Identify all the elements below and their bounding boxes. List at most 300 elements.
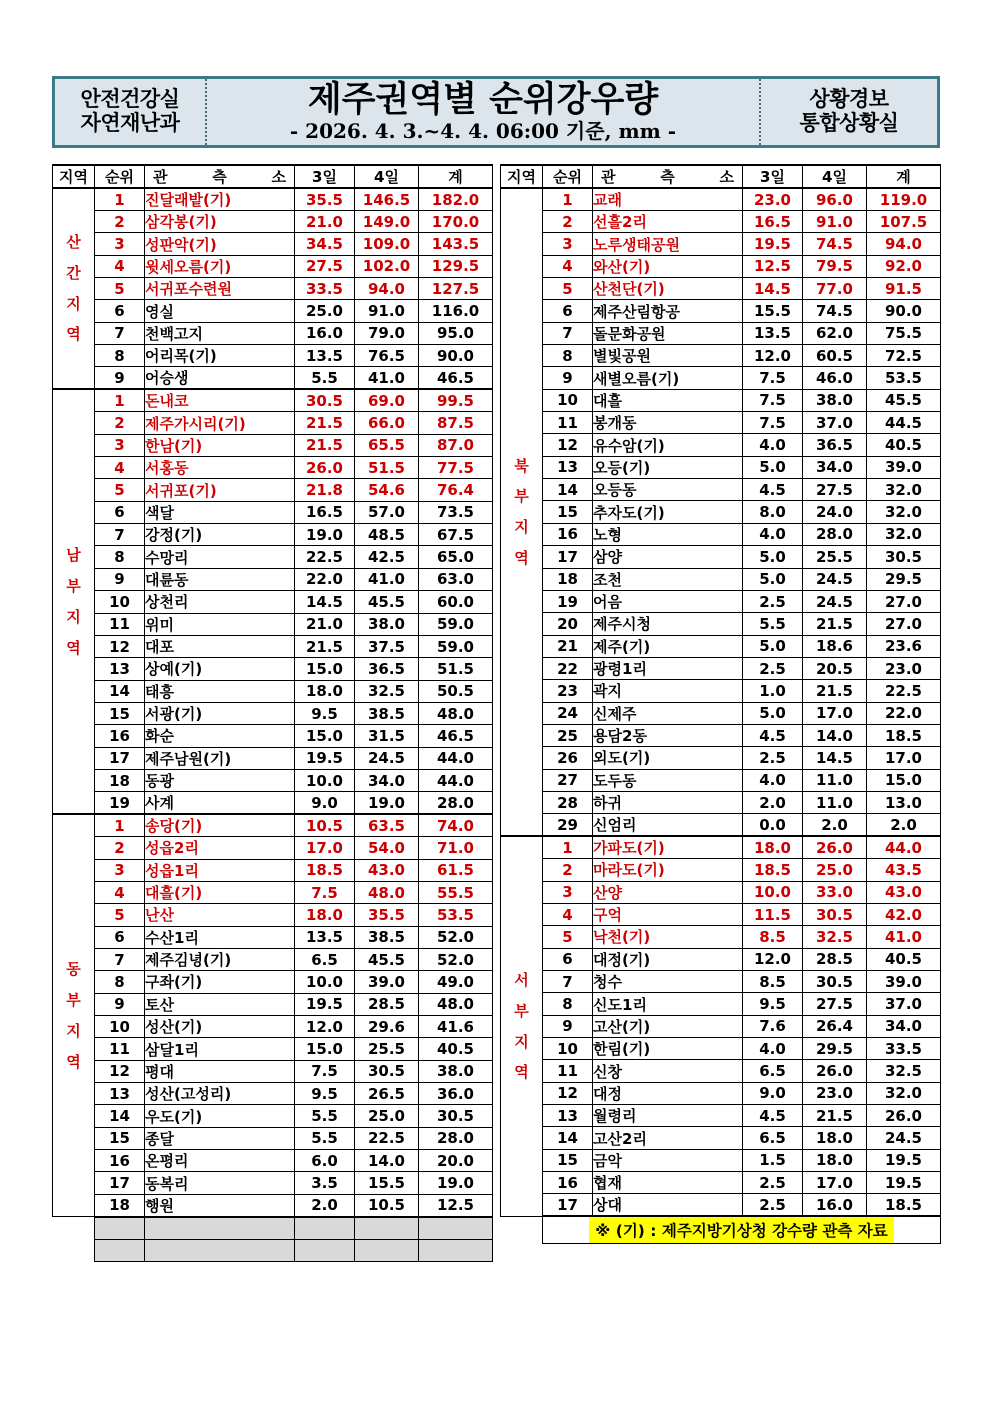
- cell-rank: 23: [543, 680, 593, 702]
- cell-day3: 16.5: [295, 501, 355, 523]
- cell-day4: 79.5: [803, 255, 867, 277]
- cell-day3: 4.0: [743, 523, 803, 545]
- cell-total: 12.5: [419, 1194, 493, 1217]
- cell-station: 온평리: [145, 1150, 295, 1172]
- cell-total: 32.5: [867, 1060, 941, 1082]
- cell-day4: 17.0: [803, 1172, 867, 1194]
- cell-rank: 7: [95, 322, 145, 344]
- cell-rank: 18: [543, 568, 593, 590]
- cell-day3: 30.5: [295, 389, 355, 412]
- cell-day4: 79.0: [355, 322, 419, 344]
- cell-station: 돌문화공원: [593, 322, 743, 344]
- cell-day4: 30.5: [355, 1060, 419, 1082]
- cell-day4: 30.5: [803, 903, 867, 925]
- cell-rank: 10: [543, 1038, 593, 1060]
- cell-day4: 14.0: [803, 724, 867, 746]
- cell-rank: 25: [543, 724, 593, 746]
- cell-day3: 26.0: [295, 457, 355, 479]
- cell-total: 74.0: [419, 814, 493, 837]
- col-header-day4: 4일: [355, 165, 419, 188]
- table-row: [501, 1149, 941, 1171]
- cell-station: 교래: [593, 188, 743, 211]
- cell-day3: 5.0: [743, 568, 803, 590]
- cell-station: 수산1리: [145, 926, 295, 948]
- cell-day4: 11.0: [803, 769, 867, 791]
- cell-day3: 19.5: [295, 747, 355, 769]
- cell-day3: 15.0: [295, 658, 355, 680]
- table-row: [53, 546, 493, 568]
- cell-day3: 34.5: [295, 233, 355, 255]
- cell-station: 외도(기): [593, 747, 743, 769]
- cell-station: 제주남원(기): [145, 747, 295, 769]
- table-row: [501, 546, 941, 568]
- cell-rank: 9: [95, 993, 145, 1015]
- cell-total: 23.6: [867, 635, 941, 657]
- table-row: [501, 903, 941, 925]
- cell-station: 노형: [593, 523, 743, 545]
- cell-total: 77.5: [419, 457, 493, 479]
- cell-station: 대흘(기): [145, 881, 295, 903]
- cell-total: 42.0: [867, 903, 941, 925]
- cell-day4: 63.5: [355, 814, 419, 837]
- cell-station: 종달: [145, 1127, 295, 1149]
- cell-rank: 9: [95, 568, 145, 590]
- cell-empty: [501, 1216, 543, 1244]
- col-header-station: 관 측 소: [145, 165, 295, 188]
- table-row: [501, 1172, 941, 1194]
- cell-rank: 13: [543, 456, 593, 478]
- cell-station: 진달래밭(기): [145, 188, 295, 211]
- table-row: [501, 1105, 941, 1127]
- cell-station: 청수: [593, 971, 743, 993]
- cell-day3: 21.5: [295, 434, 355, 456]
- cell-rank: 8: [95, 546, 145, 568]
- cell-total: 18.5: [867, 724, 941, 746]
- cell-total: 37.0: [867, 993, 941, 1015]
- cell-day3: 10.0: [295, 769, 355, 791]
- table-row: [53, 635, 493, 657]
- cell-day3: 15.5: [743, 300, 803, 322]
- cell-station: 서귀포수련원: [145, 278, 295, 300]
- cell-total: 19.5: [867, 1172, 941, 1194]
- cell-total: 44.0: [867, 836, 941, 859]
- cell-rank: 14: [95, 1105, 145, 1127]
- table-row: [53, 591, 493, 613]
- cell-rank: 5: [543, 926, 593, 948]
- cell-total: 127.5: [419, 278, 493, 300]
- cell-station: 고산(기): [593, 1015, 743, 1037]
- cell-day4: 54.6: [355, 479, 419, 501]
- cell-total: 90.0: [867, 300, 941, 322]
- cell-total: 92.0: [867, 255, 941, 277]
- region-label: 북 부 지 역: [501, 188, 543, 836]
- cell-station: 산양: [593, 881, 743, 903]
- cell-total: 87.5: [419, 412, 493, 434]
- cell-day3: 4.0: [743, 434, 803, 456]
- cell-total: 34.0: [867, 1015, 941, 1037]
- cell-rank: 11: [543, 412, 593, 434]
- region-label: 동 부 지 역: [53, 814, 95, 1217]
- cell-day4: 45.5: [355, 948, 419, 970]
- table-row: [53, 702, 493, 724]
- cell-rank: 6: [95, 300, 145, 322]
- cell-total: 52.0: [419, 948, 493, 970]
- cell-day3: 9.5: [743, 993, 803, 1015]
- cell-total: 13.0: [867, 791, 941, 813]
- cell-station: 강정(기): [145, 524, 295, 546]
- cell-station: 화순: [145, 725, 295, 747]
- cell-day3: 1.5: [743, 1149, 803, 1171]
- table-row: [53, 926, 493, 948]
- cell-total: 18.5: [867, 1194, 941, 1217]
- cell-station: 천백고지: [145, 322, 295, 344]
- table-row: [501, 971, 941, 993]
- cell-day4: 20.5: [803, 657, 867, 679]
- cell-day4: 33.0: [803, 881, 867, 903]
- cell-station: 신제주: [593, 702, 743, 724]
- cell-rank: 1: [95, 814, 145, 837]
- cell-rank: 16: [543, 1172, 593, 1194]
- cell-day4: 24.5: [803, 568, 867, 590]
- cell-station: 삼양: [593, 546, 743, 568]
- table-row: [501, 211, 941, 233]
- cell-station: 제주산림항공: [593, 300, 743, 322]
- cell-day3: 12.0: [743, 948, 803, 970]
- cell-day4: 37.0: [803, 412, 867, 434]
- cell-total: 44.0: [419, 769, 493, 791]
- cell-total: 71.0: [419, 837, 493, 859]
- header-office: [761, 79, 937, 145]
- cell-rank: 10: [95, 591, 145, 613]
- table-body-left: [53, 188, 493, 1261]
- cell-rank: 3: [543, 233, 593, 255]
- cell-rank: 12: [543, 434, 593, 456]
- table-row: [501, 836, 941, 859]
- cell-total: 19.5: [867, 1149, 941, 1171]
- cell-day3: 22.5: [295, 546, 355, 568]
- cell-day4: 60.5: [803, 345, 867, 367]
- cell-day4: 41.0: [355, 367, 419, 390]
- table-row: [501, 680, 941, 702]
- cell-day4: 37.5: [355, 635, 419, 657]
- table-row: [53, 837, 493, 859]
- cell-empty: [145, 1239, 295, 1261]
- cell-station: 한림(기): [593, 1038, 743, 1060]
- cell-total: 119.0: [867, 188, 941, 211]
- cell-station: 태흥: [145, 680, 295, 702]
- cell-station: 영실: [145, 300, 295, 322]
- cell-empty: [95, 1217, 145, 1239]
- cell-day4: 54.0: [355, 837, 419, 859]
- table-row: [53, 1105, 493, 1127]
- cell-day4: 24.5: [355, 747, 419, 769]
- cell-total: 52.0: [419, 926, 493, 948]
- cell-rank: 29: [543, 814, 593, 837]
- cell-rank: 17: [543, 546, 593, 568]
- cell-day4: 24.5: [803, 590, 867, 612]
- cell-total: 49.0: [419, 971, 493, 993]
- cell-rank: 12: [543, 1082, 593, 1104]
- cell-total: 17.0: [867, 747, 941, 769]
- table-row: [501, 613, 941, 635]
- cell-total: 39.0: [867, 456, 941, 478]
- table-row: [53, 747, 493, 769]
- cell-day3: 2.0: [743, 791, 803, 813]
- cell-rank: 28: [543, 791, 593, 813]
- cell-station: 사계: [145, 792, 295, 815]
- cell-total: 170.0: [419, 211, 493, 233]
- table-row: [53, 814, 493, 837]
- table-row: [53, 389, 493, 412]
- table-row: [53, 680, 493, 702]
- cell-day3: 9.5: [295, 702, 355, 724]
- table-row: [53, 524, 493, 546]
- cell-day4: 11.0: [803, 791, 867, 813]
- table-row: [501, 456, 941, 478]
- cell-day4: 28.5: [803, 948, 867, 970]
- cell-day4: 74.5: [803, 233, 867, 255]
- cell-station: 서광(기): [145, 702, 295, 724]
- table-row: [53, 948, 493, 970]
- cell-day4: 25.5: [803, 546, 867, 568]
- table-row: [53, 971, 493, 993]
- cell-day4: 35.5: [355, 904, 419, 926]
- page-subtitle: - 2026. 4. 3.~4. 4. 06:00 기준, mm -: [289, 118, 677, 143]
- cell-station: 삼달1리: [145, 1038, 295, 1060]
- cell-empty: [295, 1217, 355, 1239]
- cell-day3: 2.5: [743, 1194, 803, 1217]
- cell-total: 24.5: [867, 1127, 941, 1149]
- cell-rank: 14: [543, 1127, 593, 1149]
- table-row: [53, 1127, 493, 1149]
- cell-empty: [295, 1239, 355, 1261]
- cell-rank: 5: [95, 278, 145, 300]
- col-header-total: 계: [867, 165, 941, 188]
- cell-rank: 4: [95, 881, 145, 903]
- cell-station: 상대: [593, 1194, 743, 1217]
- cell-rank: 15: [543, 501, 593, 523]
- footnote-cell: [543, 1216, 941, 1244]
- cell-rank: 3: [95, 233, 145, 255]
- cell-empty: [355, 1239, 419, 1261]
- cell-total: 63.0: [419, 568, 493, 590]
- cell-total: 15.0: [867, 769, 941, 791]
- cell-station: 서귀포(기): [145, 479, 295, 501]
- cell-station: 조천: [593, 568, 743, 590]
- cell-empty: [419, 1217, 493, 1239]
- cell-station: 대정: [593, 1082, 743, 1104]
- cell-rank: 8: [95, 971, 145, 993]
- cell-rank: 6: [95, 501, 145, 523]
- cell-day4: 94.0: [355, 278, 419, 300]
- cell-rank: 18: [95, 1194, 145, 1217]
- table-row: [53, 479, 493, 501]
- cell-day4: 65.5: [355, 434, 419, 456]
- table-row: [53, 434, 493, 456]
- cell-total: 43.5: [867, 859, 941, 881]
- table-row: [501, 233, 941, 255]
- cell-day3: 19.0: [295, 524, 355, 546]
- cell-total: 61.5: [419, 859, 493, 881]
- cell-total: 40.5: [867, 948, 941, 970]
- cell-day4: 74.5: [803, 300, 867, 322]
- region-label: 서 부 지 역: [501, 836, 543, 1216]
- cell-empty: [53, 1217, 95, 1239]
- cell-rank: 5: [543, 278, 593, 300]
- cell-total: 59.0: [419, 635, 493, 657]
- cell-rank: 7: [543, 322, 593, 344]
- table-head-right: [501, 165, 941, 188]
- cell-day4: 91.0: [803, 211, 867, 233]
- cell-day4: 146.5: [355, 188, 419, 211]
- department-line-1: 안전건강실: [80, 87, 180, 112]
- cell-rank: 13: [95, 658, 145, 680]
- department-line-2: 자연재난과: [80, 111, 180, 135]
- cell-day4: 25.0: [355, 1105, 419, 1127]
- cell-total: 32.0: [867, 1082, 941, 1104]
- cell-day3: 21.5: [295, 412, 355, 434]
- cell-station: 신엄리: [593, 814, 743, 837]
- cell-rank: 15: [543, 1149, 593, 1171]
- cell-day3: 9.5: [295, 1083, 355, 1105]
- rainfall-tables: [52, 164, 940, 1262]
- cell-station: 수망리: [145, 546, 295, 568]
- table-row: [53, 568, 493, 590]
- cell-rank: 21: [543, 635, 593, 657]
- cell-rank: 27: [543, 769, 593, 791]
- cell-day3: 6.5: [743, 1060, 803, 1082]
- table-row: [53, 613, 493, 635]
- cell-day4: 32.5: [803, 926, 867, 948]
- cell-day3: 0.0: [743, 814, 803, 837]
- cell-day3: 23.0: [743, 188, 803, 211]
- header-row: [53, 165, 493, 188]
- table-row: [501, 412, 941, 434]
- cell-day4: 29.5: [803, 1038, 867, 1060]
- rainfall-table-right: [500, 164, 941, 1244]
- cell-day4: 18.0: [803, 1149, 867, 1171]
- table-row: [53, 322, 493, 344]
- cell-total: 60.0: [419, 591, 493, 613]
- cell-station: 상예(기): [145, 658, 295, 680]
- right-table-wrapper: [500, 164, 940, 1262]
- cell-day3: 10.5: [295, 814, 355, 837]
- cell-total: 116.0: [419, 300, 493, 322]
- cell-station: 우도(기): [145, 1105, 295, 1127]
- cell-day4: 25.0: [803, 859, 867, 881]
- cell-day3: 6.5: [295, 948, 355, 970]
- cell-day4: 48.0: [355, 881, 419, 903]
- cell-total: 94.0: [867, 233, 941, 255]
- cell-day4: 36.5: [803, 434, 867, 456]
- cell-rank: 1: [543, 836, 593, 859]
- table-row: [53, 658, 493, 680]
- cell-day4: 29.6: [355, 1016, 419, 1038]
- table-row: [53, 1016, 493, 1038]
- cell-day3: 21.0: [295, 211, 355, 233]
- table-row: [501, 188, 941, 211]
- col-header-region: 지역: [53, 165, 95, 188]
- table-head-left: [53, 165, 493, 188]
- cell-total: 27.0: [867, 613, 941, 635]
- table-row: [501, 278, 941, 300]
- cell-day4: 102.0: [355, 255, 419, 277]
- cell-day4: 51.5: [355, 457, 419, 479]
- table-row: [501, 1194, 941, 1217]
- cell-day4: 77.0: [803, 278, 867, 300]
- cell-total: 48.0: [419, 993, 493, 1015]
- cell-station: 성판악(기): [145, 233, 295, 255]
- region-label: 산 간 지 역: [53, 188, 95, 389]
- office-line-2: 통합상황실: [799, 111, 899, 135]
- cell-day3: 8.5: [743, 971, 803, 993]
- cell-day3: 18.5: [295, 859, 355, 881]
- table-row: [501, 590, 941, 612]
- cell-day3: 4.5: [743, 724, 803, 746]
- cell-total: 33.5: [867, 1038, 941, 1060]
- cell-day3: 2.0: [295, 1194, 355, 1217]
- table-row: [501, 993, 941, 1015]
- cell-rank: 19: [543, 590, 593, 612]
- cell-station: 곽지: [593, 680, 743, 702]
- cell-day3: 7.5: [743, 389, 803, 411]
- cell-station: 한남(기): [145, 434, 295, 456]
- cell-day4: 28.0: [803, 523, 867, 545]
- table-row: [501, 926, 941, 948]
- cell-total: 41.6: [419, 1016, 493, 1038]
- table-body-right: [501, 188, 941, 1244]
- cell-total: 44.0: [419, 747, 493, 769]
- cell-total: 32.0: [867, 501, 941, 523]
- table-row: [501, 859, 941, 881]
- cell-station: 낙천(기): [593, 926, 743, 948]
- cell-station: 성산(고성리): [145, 1083, 295, 1105]
- table-row: [501, 747, 941, 769]
- cell-day3: 16.0: [295, 322, 355, 344]
- cell-rank: 9: [543, 1015, 593, 1037]
- cell-total: 182.0: [419, 188, 493, 211]
- table-row: [53, 188, 493, 211]
- cell-station: 가파도(기): [593, 836, 743, 859]
- cell-rank: 6: [95, 926, 145, 948]
- cell-day3: 7.6: [743, 1015, 803, 1037]
- cell-day3: 15.0: [295, 1038, 355, 1060]
- cell-day3: 5.5: [295, 1127, 355, 1149]
- cell-station: 성읍1리: [145, 859, 295, 881]
- cell-day3: 8.5: [743, 926, 803, 948]
- col-header-station: 관 측 소: [593, 165, 743, 188]
- cell-day3: 5.0: [743, 456, 803, 478]
- table-row: [501, 255, 941, 277]
- cell-day4: 34.0: [803, 456, 867, 478]
- cell-station: 토산: [145, 993, 295, 1015]
- cell-day4: 69.0: [355, 389, 419, 412]
- cell-day4: 45.5: [355, 591, 419, 613]
- cell-total: 2.0: [867, 814, 941, 837]
- cell-day4: 28.5: [355, 993, 419, 1015]
- cell-rank: 2: [543, 211, 593, 233]
- cell-day4: 149.0: [355, 211, 419, 233]
- cell-rank: 11: [95, 1038, 145, 1060]
- cell-total: 20.0: [419, 1150, 493, 1172]
- cell-station: 동광: [145, 769, 295, 791]
- cell-day3: 19.5: [295, 993, 355, 1015]
- cell-day4: 15.5: [355, 1172, 419, 1194]
- table-row: [53, 255, 493, 277]
- document-header: [52, 76, 940, 148]
- cell-day3: 10.0: [743, 881, 803, 903]
- cell-total: 65.0: [419, 546, 493, 568]
